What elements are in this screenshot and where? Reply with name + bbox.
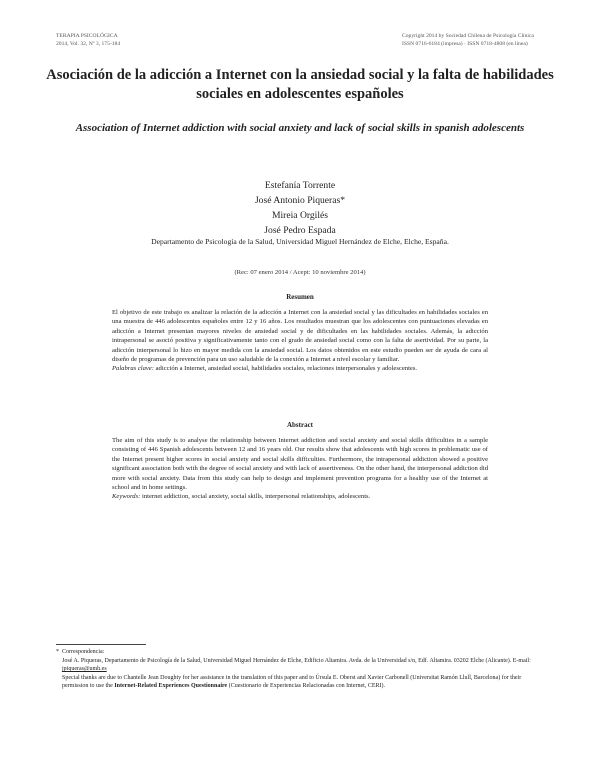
affiliation: Departamento de Psicología de la Salud, Universidad Miguel Hernández de Elche, Elche, España. [151, 237, 449, 246]
keywords-text: internet addiction, social anxiety, social skills, interpersonal relationships, adolescents. [141, 493, 371, 501]
journal-header-right [402, 32, 534, 48]
journal-name: TERAPIA PSICOLÓGICA [56, 33, 118, 39]
author: José Pedro Espada [264, 225, 336, 236]
author-list [0, 178, 600, 238]
author: Estefanía Torrente [264, 180, 336, 191]
abstract-body: The aim of this study is to analyse the relationship between Internet addiction and social anxiety and social skills difficulties in a sample consisting of 446 Spanish adolescents between 12 and 16 years old. Our results show that adolescents with high scores in problematic use of the Internet present higher scores in social anxiety and social skills difficulties. Furthermore, the intrapersonal addiction showed a positive significant association both with the degree of social anxiety and with lack of assertiveness. On the other hand, the interpersonal addiction did more with social anxiety. Data from this study can help to design and implement prevention programs for a healthy use of the Internet at school and in home settings. [112, 437, 488, 492]
title-spanish: Asociación de la adicción a Internet con la ansiedad social y la falta de habilidades sociales en adolescentes españoles [46, 67, 554, 102]
copyright-notice: Copyright 2014 by Sociedad Chilena de Psicología Clínica [402, 33, 534, 39]
footnote-correspondence [56, 648, 546, 657]
resumen-body: El objetivo de este trabajo es analizar la relación de la adicción a Internet con la ansiedad social y las dificultades en habilidades sociales en una muestra de 446 adolescentes españoles entre 12 y 16 años. Los resultados muestran que los adolescentes con puntuaciones elevadas en adicción a Internet presentan mayores niveles de ansiedad social y de dificultades en las habilidades sociales. Además, la adicción intrapersonal se asoció positiva y significativamente tanto con el grado de ansiedad social como con la falta de asertividad. Por su parte, la adicción interpersonal lo hizo en mayor medida con la ansiedad social. Los datos obtenidos en este estudio pueden ser de ayuda de cara al diseño de programas de prevención para un uso saludable de la conexión a Internet a nivel escolar y familiar. [112, 309, 488, 364]
thanks-text: Special thanks are due to Chantelle Jean Doughty for her assistance in the translation of this paper and to Úrsula E. Oberst and Xavier Carbonell (Universitat Ramón Llull, Barcelona) for their permission to use the [62, 674, 522, 689]
correspondence-label: Correspondencia: [62, 649, 105, 655]
abstract-keywords [112, 492, 488, 501]
journal-header-left [56, 32, 120, 48]
acknowledgements [56, 674, 546, 691]
received-accepted-dates: (Rec: 07 enero 2014 / Acept: 10 noviembre 2014) [234, 269, 366, 276]
thanks-text-end: (Cuestionario de Experiencias Relacionadas con Internet, CERI). [228, 683, 385, 689]
author: José Antonio Piqueras* [254, 195, 346, 206]
abstract-heading: Abstract [286, 421, 314, 429]
questionnaire-name: Internet-Related Experiences Questionnaire [114, 683, 228, 689]
footnote-divider [56, 644, 146, 645]
keywords-label: Keywords: [112, 493, 141, 501]
resumen-keywords [112, 364, 488, 373]
author: Mireia Orgilés [271, 210, 329, 221]
title-english: Association of Internet addiction with social anxiety and lack of social skills in spanish adolescents [75, 122, 525, 134]
address-text: José A. Piqueras, Departamento de Psicología de la Salud, Universidad Miguel Hernández de Elche, Edificio Altamira. Avda. de la Universidad s/n, Edf. Altamira. 03202 Elche (Alicante). E-mail: [62, 657, 531, 664]
footnote-mark: * [56, 649, 59, 655]
resumen-heading: Resumen [286, 293, 314, 301]
keywords-text: adicción a Internet, ansiedad social, habilidades sociales, relaciones interpersonales y adolescentes. [155, 365, 418, 373]
issn: ISSN 0716-6184 (impresa) · ISSN 0718-4808 (en línea) [402, 41, 528, 47]
correspondence-address [56, 657, 546, 674]
keywords-label: Palabras clave: [112, 365, 154, 373]
footnote [56, 648, 546, 691]
email-link[interactable]: jpiqueras@umh.es [62, 666, 107, 672]
abstract-section [112, 436, 488, 502]
journal-volume: 2014, Vol. 32, Nº 3, 175-184 [56, 41, 121, 47]
resumen-section [112, 308, 488, 374]
